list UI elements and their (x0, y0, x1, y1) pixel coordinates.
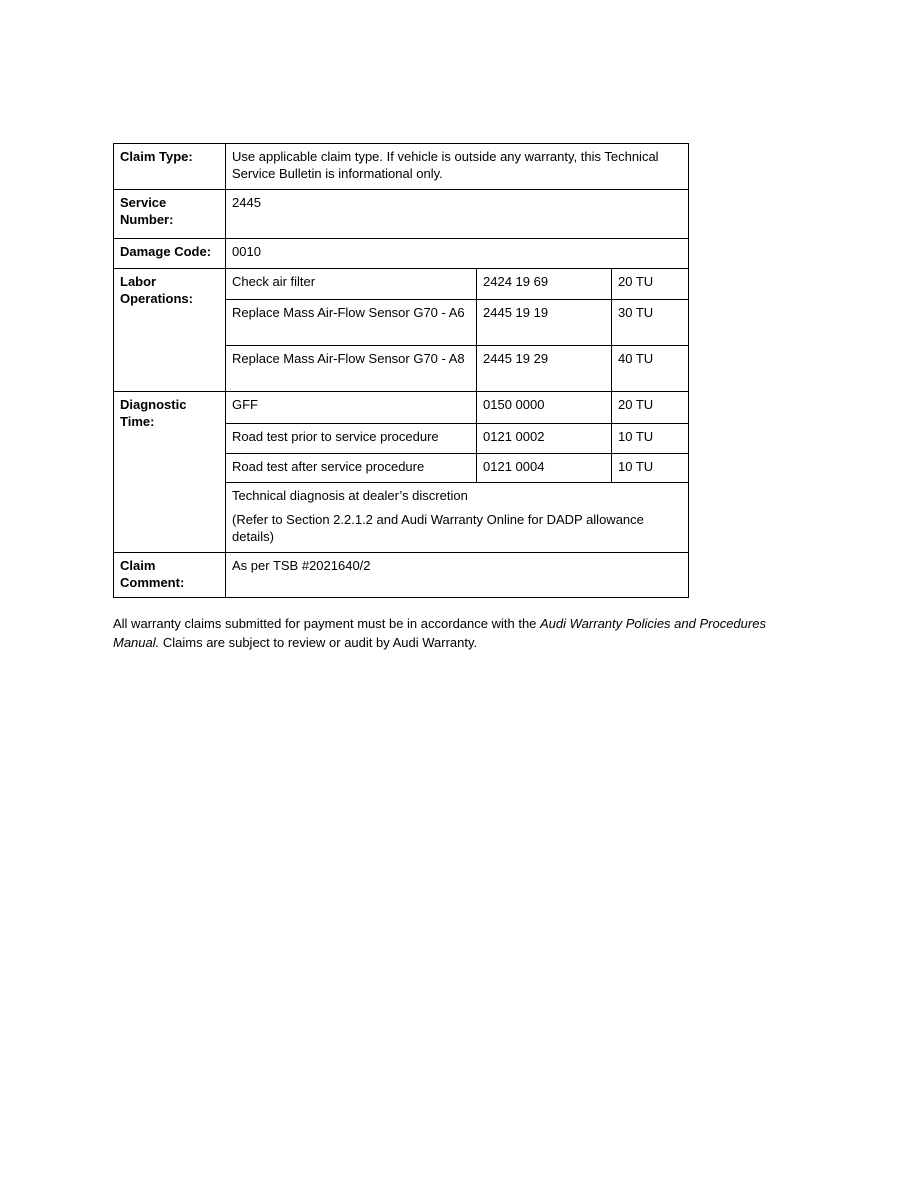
labor-op-description: Replace Mass Air-Flow Sensor G70 - A8 (226, 346, 477, 392)
labor-op-code: 2445 19 29 (477, 346, 612, 392)
labor-operations-label: Labor Operations: (114, 269, 226, 392)
labor-op-time: 20 TU (612, 269, 689, 300)
service-number-value: 2445 (226, 190, 689, 239)
labor-op-description: Replace Mass Air-Flow Sensor G70 - A6 (226, 300, 477, 346)
diagnostic-note-cell (226, 483, 689, 553)
diagnostic-time: 10 TU (612, 424, 689, 454)
damage-code-value: 0010 (226, 239, 689, 269)
labor-op-description: Check air filter (226, 269, 477, 300)
table-row (114, 553, 689, 598)
table-row (114, 190, 689, 239)
service-number-label: Service Number: (114, 190, 226, 239)
claim-type-label: Claim Type: (114, 144, 226, 190)
table-row (114, 392, 689, 424)
diagnostic-time: 20 TU (612, 392, 689, 424)
table-row (114, 239, 689, 269)
table-row (114, 144, 689, 190)
diagnostic-description: Road test prior to service procedure (226, 424, 477, 454)
diagnostic-time-label: Diagnostic Time: (114, 392, 226, 553)
claim-type-value: Use applicable claim type. If vehicle is outside any warranty, this Technical Service Bulletin is informational only. (226, 144, 689, 190)
diagnostic-time: 10 TU (612, 454, 689, 483)
diagnostic-code: 0121 0004 (477, 454, 612, 483)
diagnostic-note-line2: (Refer to Section 2.2.1.2 and Audi Warranty Online for DADP allowance details) (232, 511, 644, 544)
labor-op-time: 30 TU (612, 300, 689, 346)
footer-manual-title: Audi Warranty Policies and Procedures Manual. (113, 616, 766, 650)
claim-comment-label: Claim Comment: (114, 553, 226, 598)
labor-op-time: 40 TU (612, 346, 689, 392)
diagnostic-description: GFF (226, 392, 477, 424)
diagnostic-code: 0150 0000 (477, 392, 612, 424)
warranty-footer-note (113, 615, 797, 653)
diagnostic-description: Road test after service procedure (226, 454, 477, 483)
diagnostic-code: 0121 0002 (477, 424, 612, 454)
table-row (114, 269, 689, 300)
damage-code-label: Damage Code: (114, 239, 226, 269)
labor-op-code: 2445 19 19 (477, 300, 612, 346)
labor-op-code: 2424 19 69 (477, 269, 612, 300)
warranty-claim-table (113, 143, 689, 598)
diagnostic-note-line1: Technical diagnosis at dealer’s discretion (232, 488, 468, 503)
footer-text-end: Claims are subject to review or audit by Audi Warranty. (159, 634, 478, 650)
footer-text-start: All warranty claims submitted for payment must be in accordance with the (113, 616, 541, 631)
claim-comment-value: As per TSB #2021640/2 (226, 553, 689, 598)
